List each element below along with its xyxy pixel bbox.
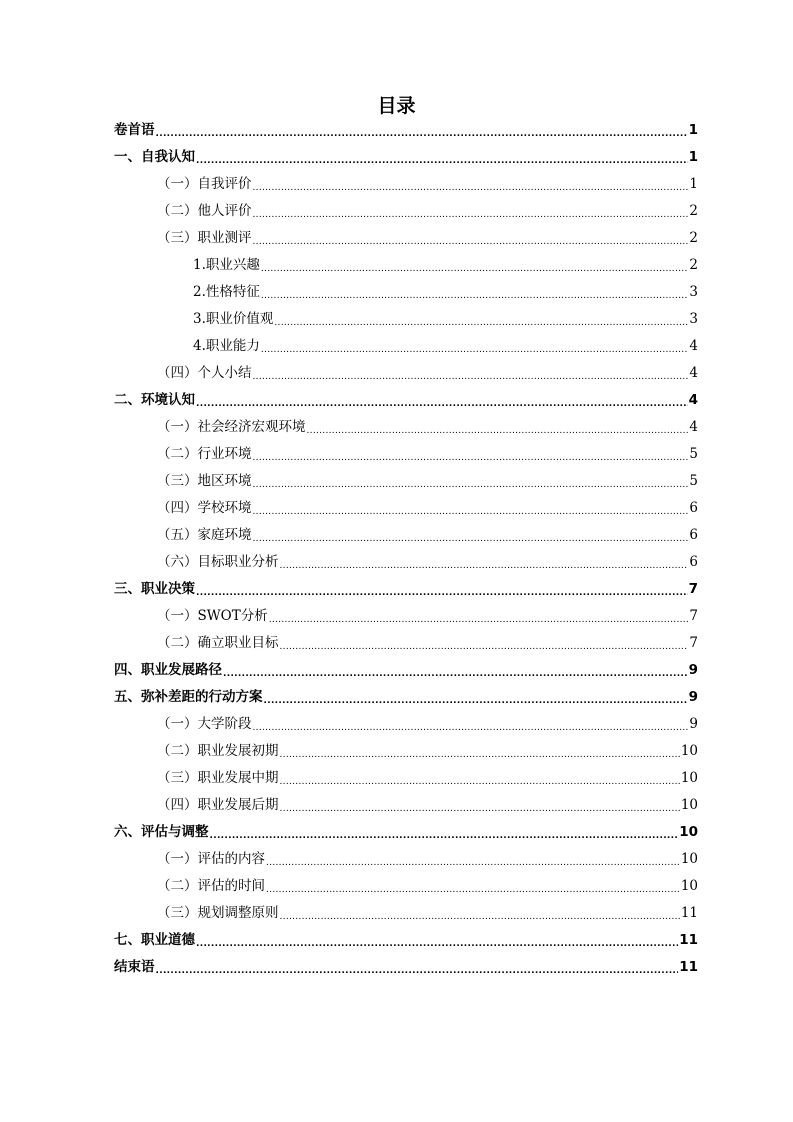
toc-entry-label: （一）社会经济宏观环境 [157, 419, 306, 435]
toc-entry-label: 结束语 [114, 959, 155, 975]
toc-entry-page-number: 9 [688, 662, 698, 678]
toc-entry-page-number: 1 [688, 149, 698, 165]
toc-entry[interactable] [114, 441, 698, 468]
toc-entry-label: （一）自我评价 [157, 176, 252, 192]
toc-entry[interactable] [114, 279, 698, 306]
toc-entry-page-number: 9 [689, 716, 698, 732]
toc-dot-leader [261, 333, 689, 360]
toc-entry[interactable] [114, 684, 698, 711]
toc-entry-page-number: 4 [689, 338, 698, 354]
toc-dot-leader [253, 360, 689, 387]
toc-dot-leader [196, 927, 678, 954]
toc-entry-label: 二、环境认知 [114, 392, 195, 408]
toc-entry[interactable] [114, 117, 698, 144]
toc-entry-label: 三、职业决策 [114, 581, 195, 597]
toc-entry-page-number: 7 [689, 608, 698, 624]
toc-entry-label: （四）学校环境 [157, 500, 252, 516]
toc-entry[interactable] [114, 927, 698, 954]
toc-entry-label: 一、自我认知 [114, 149, 195, 165]
toc-entry-label: 4.职业能力 [193, 338, 260, 354]
toc-entry-page-number: 3 [689, 311, 698, 327]
toc-entry-page-number: 7 [688, 581, 698, 597]
toc-entry[interactable] [114, 549, 698, 576]
toc-entry-page-number: 10 [680, 770, 698, 786]
toc-dot-leader [156, 117, 688, 144]
toc-entry-page-number: 6 [689, 527, 698, 543]
toc-dot-leader [223, 657, 688, 684]
toc-dot-leader [261, 279, 689, 306]
toc-entry-page-number: 4 [688, 392, 698, 408]
toc-entry[interactable] [114, 819, 698, 846]
toc-entry[interactable] [114, 495, 698, 522]
toc-entry[interactable] [114, 576, 698, 603]
toc-dot-leader [280, 900, 680, 927]
toc-entry[interactable] [114, 144, 698, 171]
toc-entry-page-number: 10 [680, 797, 698, 813]
toc-dot-leader [253, 171, 689, 198]
toc-dot-leader [280, 549, 689, 576]
toc-entry-label: （四）个人小结 [157, 365, 252, 381]
toc-entry-label: 1.职业兴趣 [193, 257, 260, 273]
toc-entry-label: 3.职业价值观 [193, 311, 274, 327]
toc-entry[interactable] [114, 630, 698, 657]
toc-entry[interactable] [114, 252, 698, 279]
toc-entry-page-number: 2 [689, 257, 698, 273]
toc-entry-label: （四）职业发展后期 [157, 797, 279, 813]
toc-entry-label: （一）评估的内容 [157, 851, 265, 867]
toc-entry[interactable] [114, 414, 698, 441]
toc-entry-page-number: 5 [689, 446, 698, 462]
toc-dot-leader [266, 846, 680, 873]
toc-entry-label: （三）职业发展中期 [157, 770, 279, 786]
toc-entry-label: （五）家庭环境 [157, 527, 252, 543]
toc-entry-label: （二）评估的时间 [157, 878, 265, 894]
toc-entry[interactable] [114, 792, 698, 819]
toc-entry[interactable] [114, 846, 698, 873]
toc-dot-leader [253, 711, 689, 738]
toc-dot-leader [280, 792, 680, 819]
toc-entry[interactable] [114, 711, 698, 738]
toc-entry-page-number: 9 [688, 689, 698, 705]
toc-entry-page-number: 10 [679, 824, 698, 840]
toc-entry-page-number: 11 [680, 905, 698, 921]
toc-dot-leader [253, 225, 689, 252]
toc-entry-page-number: 1 [688, 122, 698, 138]
toc-dot-leader [253, 468, 689, 495]
toc-dot-leader [156, 954, 679, 981]
toc-entry-label: （二）职业发展初期 [157, 743, 279, 759]
toc-dot-leader [196, 144, 688, 171]
toc-entry[interactable] [114, 468, 698, 495]
toc-entry-page-number: 2 [689, 230, 698, 246]
toc-entry[interactable] [114, 306, 698, 333]
toc-entry-label: （二）行业环境 [157, 446, 252, 462]
toc-entry[interactable] [114, 657, 698, 684]
toc-dot-leader [253, 495, 689, 522]
toc-entry-page-number: 7 [689, 635, 698, 651]
toc-entry-label: （一）SWOT分析 [157, 608, 268, 624]
toc-entry[interactable] [114, 765, 698, 792]
toc-dot-leader [307, 414, 689, 441]
toc-dot-leader [253, 522, 689, 549]
toc-dot-leader [261, 252, 689, 279]
toc-entry-label: （三）职业测评 [157, 230, 252, 246]
toc-dot-leader [280, 738, 680, 765]
toc-entry[interactable] [114, 198, 698, 225]
toc-dot-leader [210, 819, 679, 846]
toc-dot-leader [280, 765, 680, 792]
toc-entry-page-number: 5 [689, 473, 698, 489]
toc-entry-label: （三）规划调整原则 [157, 905, 279, 921]
toc-entry-page-number: 6 [689, 500, 698, 516]
toc-entry[interactable] [114, 171, 698, 198]
toc-entry-page-number: 10 [680, 851, 698, 867]
toc-entry-label: 五、弥补差距的行动方案 [114, 689, 263, 705]
toc-dot-leader [253, 441, 689, 468]
toc-dot-leader [269, 603, 689, 630]
toc-entry-label: 四、职业发展路径 [114, 662, 222, 678]
toc-dot-leader [266, 873, 680, 900]
toc-dot-leader [253, 198, 689, 225]
toc-entry-label: （二）确立职业目标 [157, 635, 279, 651]
toc-entry[interactable] [114, 360, 698, 387]
toc-entry-page-number: 4 [689, 419, 698, 435]
toc-entry-page-number: 4 [689, 365, 698, 381]
toc-entry[interactable] [114, 333, 698, 360]
toc-entry-page-number: 6 [689, 554, 698, 570]
toc-entry[interactable] [114, 738, 698, 765]
toc-dot-leader [274, 306, 688, 333]
toc-entry-label: （六）目标职业分析 [157, 554, 279, 570]
toc-entry[interactable] [114, 225, 698, 252]
toc-entry[interactable] [114, 954, 698, 981]
toc-dot-leader [280, 630, 689, 657]
toc-entry-label: 卷首语 [114, 122, 155, 138]
toc-entry-page-number: 2 [689, 203, 698, 219]
toc-entry-label: 七、职业道德 [114, 932, 195, 948]
toc-entry[interactable] [114, 603, 698, 630]
toc-entry[interactable] [114, 387, 698, 414]
toc-entry-label: 2.性格特征 [193, 284, 260, 300]
toc-entry-page-number: 3 [689, 284, 698, 300]
toc-entry-page-number: 1 [689, 176, 698, 192]
toc-entry-label: （三）地区环境 [157, 473, 252, 489]
toc-entry[interactable] [114, 873, 698, 900]
toc-entry[interactable] [114, 522, 698, 549]
table-of-contents [114, 117, 698, 981]
toc-entry[interactable] [114, 900, 698, 927]
toc-entry-page-number: 11 [679, 959, 698, 975]
toc-entry-label: （一）大学阶段 [157, 716, 252, 732]
toc-entry-page-number: 10 [680, 743, 698, 759]
toc-dot-leader [196, 387, 688, 414]
toc-entry-label: 六、评估与调整 [114, 824, 209, 840]
toc-entry-page-number: 11 [679, 932, 698, 948]
page-title: 目录 [377, 95, 416, 117]
toc-dot-leader [264, 684, 688, 711]
toc-entry-label: （二）他人评价 [157, 203, 252, 219]
toc-dot-leader [196, 576, 688, 603]
toc-entry-page-number: 10 [680, 878, 698, 894]
